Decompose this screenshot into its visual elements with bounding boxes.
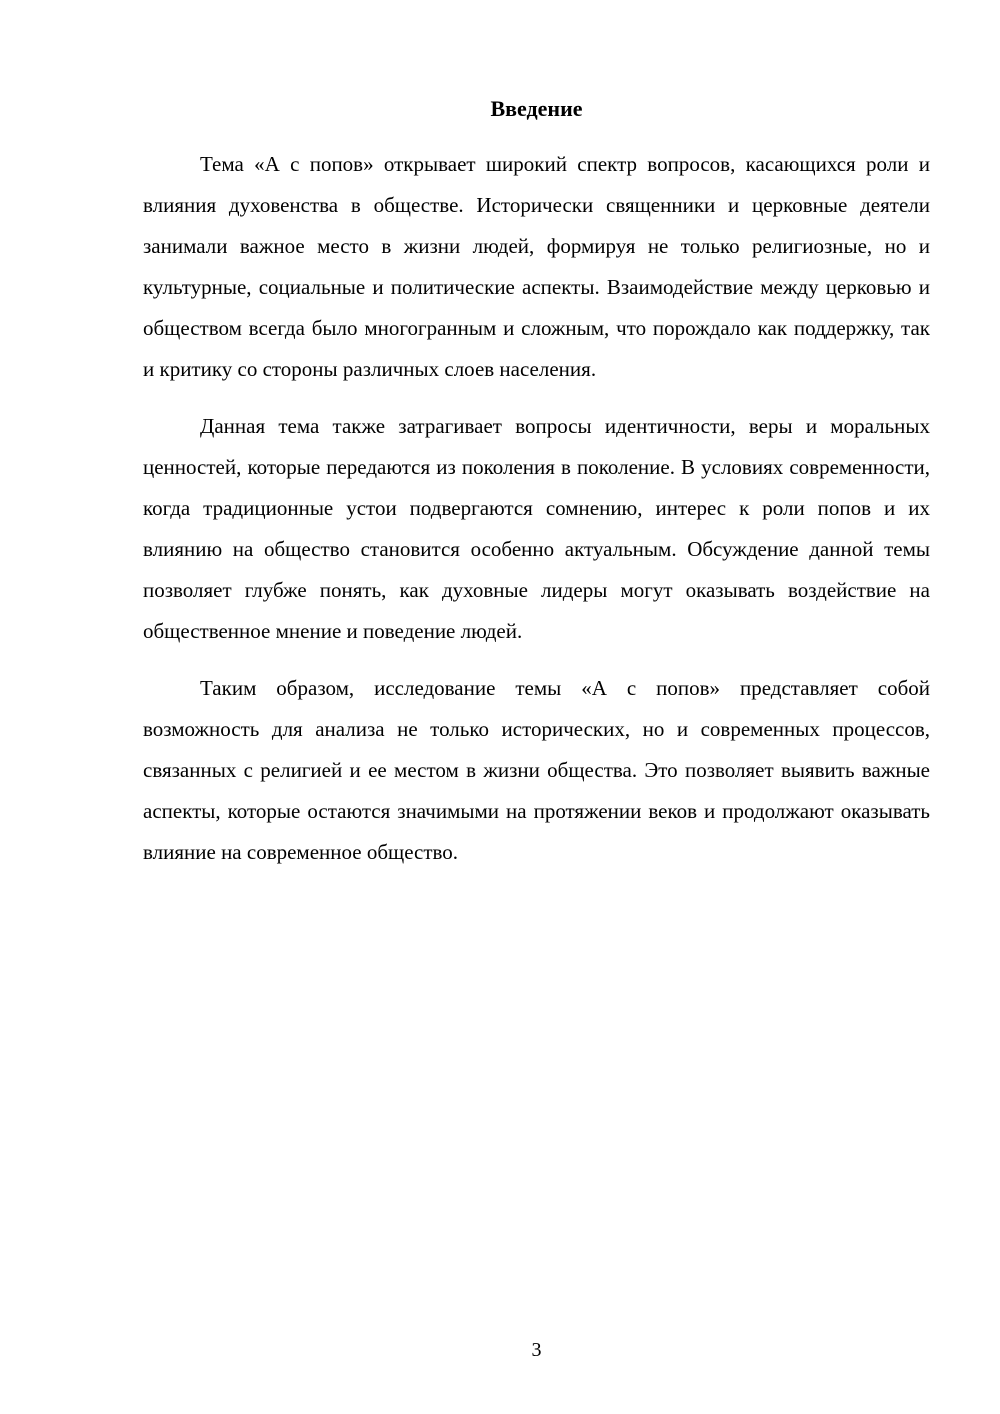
paragraph: Таким образом, исследование темы «А с попов» представляет собой возможность для анализа не только исторических, но и современных процессов, связанных с религией и ее местом в жизни общества. Это позволяет выявить важные аспекты, которые остаются значимыми на протяжении веков и продолжают оказывать влияние на современное общество. <box>143 676 930 865</box>
paragraph: Данная тема также затрагивает вопросы идентичности, веры и моральных ценностей, которые передаются из поколения в поколение. В условиях современности, когда традиционные устои подвергаются сомнению, интерес к роли попов и их влиянию на общество становится особенно актуальным. Обсуждение данной темы позволяет глубже понять, как духовные лидеры могут оказывать воздействие на общественное мнение и поведение людей. <box>143 414 930 644</box>
page-number: 3 <box>531 1339 542 1361</box>
section-title: Введение <box>490 96 583 121</box>
paragraph: Тема «А с попов» открывает широкий спектр вопросов, касающихся роли и влияния духовенства в обществе. Исторически священники и церковные деятели занимали важное место в жизни людей, формируя не только религиозные, но и культурные, социальные и политические аспекты. Взаимодействие между церковью и обществом всегда было многогранным и сложным, что порождало как поддержку, так и критику со стороны различных слоев населения. <box>143 152 930 382</box>
